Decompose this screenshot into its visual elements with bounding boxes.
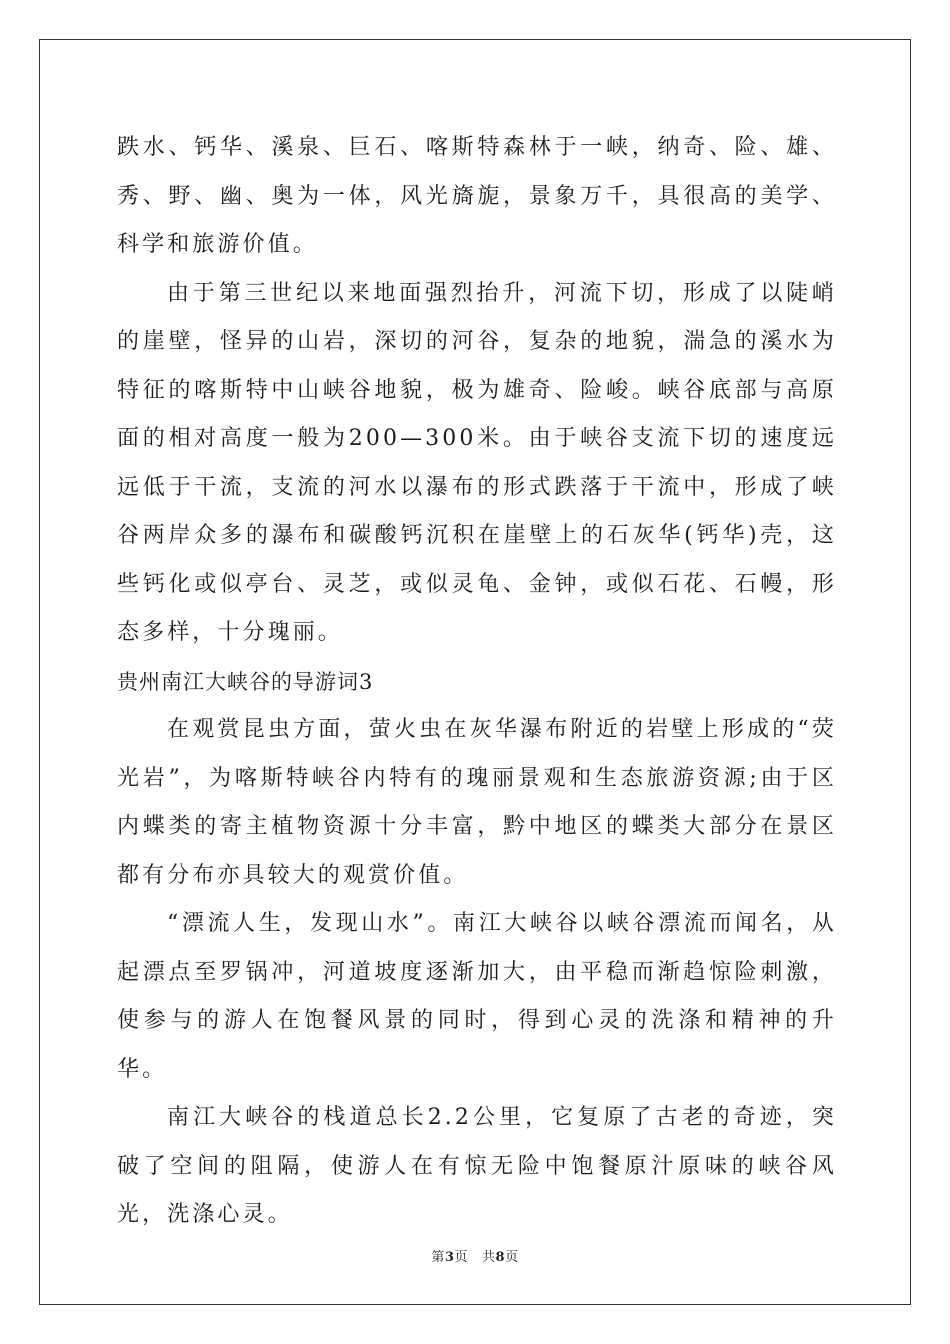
- paragraph-1: 跌水、钙华、溪泉、巨石、喀斯特森林于一峡，纳奇、险、雄、秀、野、幽、奥为一体，风光旖旎，景象万千，具很高的美学、科学和旅游价值。: [117, 135, 837, 257]
- paragraph-4: “漂流人生，发现山水”。南江大峡谷以峡谷漂流而闻名，从起漂点至罗锅冲，河道坡度逐渐加大，由平稳而渐趋惊险刺激，使参与的游人在饱餐风景的同时，得到心灵的洗涤和精神的升华。: [117, 911, 837, 1082]
- paragraph-5: 南江大峡谷的栈道总长2.2公里，它复原了古老的奇迹，突破了空间的阻隔，使游人在有惊无险中饱餐原汁原味的峡谷风光，洗涤心灵。: [117, 1105, 837, 1227]
- footer-page-suffix: 页: [454, 1250, 468, 1265]
- paragraph-3: 在观赏昆虫方面，萤火虫在灰华瀑布附近的岩壁上形成的“荧光岩”，为喀斯特峡谷内特有的瑰丽景观和生态旅游资源;由于区内蝶类的寄主植物资源十分丰富，黔中地区的蝶类大部分在景区都有分布亦具较大的观赏价值。: [117, 717, 837, 888]
- footer-total-suffix: 页: [505, 1250, 519, 1265]
- footer-total-pages: 8: [495, 1250, 506, 1265]
- paragraph-2: 由于第三世纪以来地面强烈抬升，河流下切，形成了以陡峭的崖壁，怪异的山岩，深切的河谷，复杂的地貌，湍急的溪水为特征的喀斯特中山峡谷地貌，极为雄奇、险峻。峡谷底部与高原面的相对高度一般为200—300米。由于峡谷支流下切的速度远远低于干流，支流的河水以瀑布的形式跌落于干流中，形成了峡谷两岸众多的瀑布和碳酸钙沉积在崖壁上的石灰华(钙华)壳，这些钙化或似亭台、灵芝，或似灵龟、金钟，或似石花、石幔，形态多样，十分瑰丽。: [117, 280, 837, 645]
- section-heading: 贵州南江大峡谷的导游词3: [117, 669, 374, 694]
- footer-page-number: 3: [444, 1250, 455, 1265]
- footer-page-prefix: 第: [431, 1250, 445, 1265]
- document-body: [117, 124, 837, 1240]
- footer-total-prefix: 共: [482, 1250, 496, 1265]
- page-footer: [0, 1246, 950, 1265]
